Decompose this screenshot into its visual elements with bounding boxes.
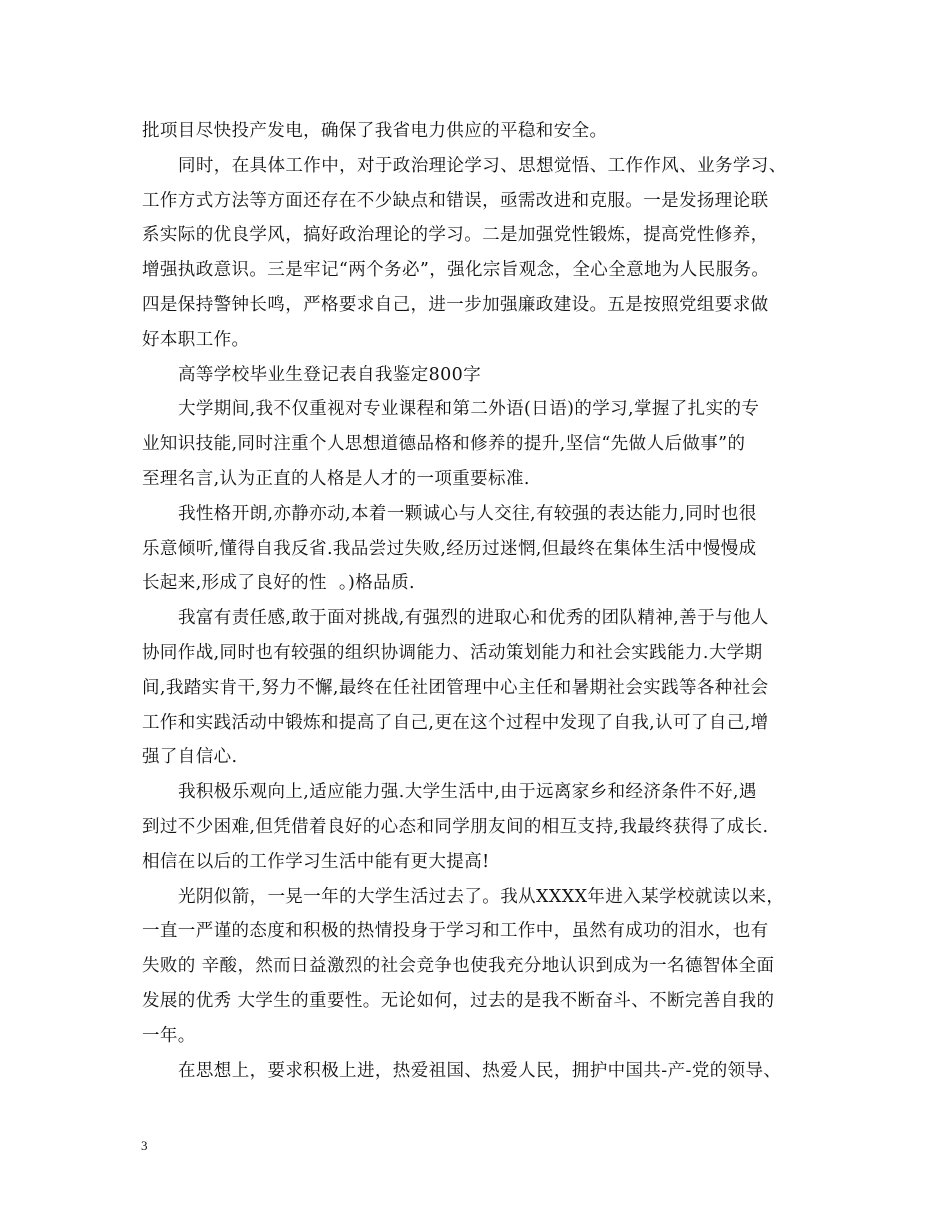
text-line: 一直一严谨的态度和积极的热情投身于学习和工作中，虽然有成功的泪水，也有 bbox=[142, 921, 769, 942]
text-line: 强了自信心. bbox=[142, 747, 238, 768]
text-line: 大学期间,我不仅重视对专业课程和第二外语(日语)的学习,掌握了扎实的专 bbox=[178, 399, 760, 420]
text-line: 长起来,形成了良好的性 。)格品质. bbox=[142, 573, 415, 594]
text-line: 协同作战,同时也有较强的组织协调能力、活动策划能力和社会实践能力.大学期 bbox=[142, 642, 763, 663]
text-line: 发展的优秀 大学生的重要性。无论如何，过去的是我不断奋斗、不断完善自我的 bbox=[142, 990, 775, 1011]
text-line: 相信在以后的工作学习生活中能有更大提高! bbox=[142, 851, 490, 872]
document-body bbox=[142, 114, 822, 1088]
text-line: 增强执政意识。三是牢记“两个务必”，强化宗旨观念，全心全意地为人民服务。 bbox=[142, 260, 770, 281]
text-line: 到过不少困难,但凭借着良好的心态和同学朋友间的相互支持,我最终获得了成长. bbox=[142, 816, 769, 837]
text-line: 我富有责任感,敢于面对挑战,有强烈的进取心和优秀的团队精神,善于与他人 bbox=[178, 608, 769, 629]
text-line: 高等学校毕业生登记表自我鉴定800字 bbox=[178, 364, 482, 385]
text-line: 我积极乐观向上,适应能力强.大学生活中,由于远离家乡和经济条件不好,遇 bbox=[178, 782, 757, 803]
text-line: 在思想上，要求积极上进，热爱祖国、热爱人民，拥护中国共-产-党的领导、 bbox=[178, 1060, 782, 1081]
text-line: 批项目尽快投产发电，确保了我省电力供应的平稳和安全。 bbox=[142, 121, 608, 141]
text-line: 间,我踏实肯干,努力不懈,最终在任社团管理中心主任和暑期社会实践等各种社会 bbox=[142, 677, 769, 698]
text-line: 同时，在具体工作中，对于政治理论学习、思想觉悟、工作作风、业务学习、 bbox=[178, 155, 787, 176]
text-line: 光阴似箭，一晃一年的大学生活过去了。我从XXXX年进入某学校就读以来， bbox=[178, 886, 785, 907]
text-line: 工作方式方法等方面还存在不少缺点和错误，亟需改进和克服。一是发扬理论联 bbox=[142, 190, 769, 211]
text-line: 业知识技能,同时注重个人思想道德品格和修养的提升,坚信“先做人后做事”的 bbox=[142, 434, 746, 455]
text-line: 工作和实践活动中锻炼和提高了自己,更在这个过程中发现了自我,认可了自己,增 bbox=[142, 712, 769, 733]
text-line: 失败的 辛酸，然而日益激烈的社会竞争也使我充分地认识到成为一名德智体全面 bbox=[142, 956, 775, 977]
text-line: 一年。 bbox=[142, 1025, 196, 1046]
text-line: 四是保持警钟长鸣，严格要求自己，进一步加强廉政建设。五是按照党组要求做 bbox=[142, 294, 769, 315]
page-number: 3 bbox=[141, 1138, 148, 1153]
text-line: 系实际的优良学风，搞好政治理论的学习。二是加强党性锻炼，提高党性修养， bbox=[142, 225, 769, 246]
text-line: 好本职工作。 bbox=[142, 329, 250, 350]
text-line: 我性格开朗,亦静亦动,本着一颗诚心与人交往,有较强的表达能力,同时也很 bbox=[178, 503, 757, 524]
text-line: 乐意倾听,懂得自我反省.我品尝过失败,经历过迷惘,但最终在集体生活中慢慢成 bbox=[142, 538, 757, 559]
text-line: 至理名言,认为正直的人格是人才的一项重要标准. bbox=[142, 468, 530, 489]
